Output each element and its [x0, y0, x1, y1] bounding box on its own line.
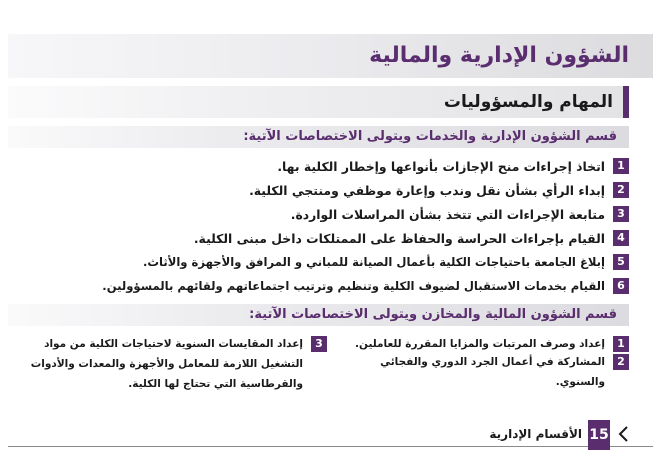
item-text-line: المشاركة في أعمال الجرد الدوري والفجائي: [380, 356, 605, 368]
item-number: 2: [613, 182, 629, 198]
footer-divider: [8, 446, 653, 447]
item-number: 2: [613, 354, 629, 370]
subheader-title: المهام والمسؤوليات: [443, 92, 613, 112]
list-item: [339, 334, 629, 354]
item-number: 4: [613, 230, 629, 246]
item-number: 1: [613, 336, 629, 352]
item-text: [380, 352, 605, 392]
list-item: [249, 180, 629, 200]
item-text: إبداء الرأي بشأن نقل وندب وإعارة موظفي ومنتجي الكلية.: [249, 182, 605, 198]
list-item: [143, 252, 629, 272]
item-text: القيام بخدمات الاستقبال لضيوف الكلية وتنظيم وترتيب اجتماعاتهم ولقائهم بالمسؤولين.: [102, 279, 605, 293]
item-number: 3: [311, 336, 327, 352]
list-item: [17, 334, 327, 394]
item-text: [31, 334, 303, 394]
page-title: الشؤون الإدارية والمالية: [369, 43, 629, 68]
item-text-line: إعداد وصرف المرتبات والمزايا المقررة للعاملين.: [355, 338, 605, 350]
item-text-line: والسنوي.: [555, 376, 605, 388]
list-item: [102, 276, 629, 296]
item-text-line: إعداد المقايسات السنوية لاحتياجات الكلية من مواد: [44, 338, 303, 350]
item-text: إبلاغ الجامعة باحتياجات الكلية بأعمال الصيانة للمباني و المرافق والأجهزة والأثاث.: [142, 255, 605, 269]
main-header: [8, 34, 653, 78]
item-number: 1: [613, 158, 629, 174]
item-text-line: والقرطاسية التي تحتاج لها الكلية.: [128, 378, 303, 390]
list-item: [194, 228, 629, 248]
subheader-accent-bar: [623, 86, 629, 118]
list-item: [339, 352, 629, 392]
section-title: قسم الشؤون الإدارية والخدمات ويتولى الاختصاصات الآتية:: [243, 129, 617, 144]
item-text: اتخاذ إجراءات منح الإجازات بأنواعها وإخطار الكلية بها.: [277, 158, 605, 174]
item-text: القيام بإجراءات الحراسة والحفاظ على الممتلكات داخل مبنى الكلية.: [193, 230, 605, 246]
item-number: 5: [613, 254, 629, 270]
chevron-left-icon[interactable]: [616, 424, 630, 444]
list-item: [277, 156, 629, 176]
item-number: 6: [613, 278, 629, 294]
item-text: متابعة الإجراءات التي تتخذ بشأن المراسلات الواردة.: [290, 206, 605, 222]
section-header-administrative: [8, 126, 629, 148]
footer-section-label: الأقسام الإدارية: [489, 427, 582, 441]
item-text: [355, 334, 605, 354]
list-item: [291, 204, 629, 224]
subheader: [8, 86, 629, 118]
item-number: 3: [613, 206, 629, 222]
section-header-financial: [8, 304, 629, 326]
section-title: قسم الشؤون المالية والمخازن ويتولى الاختصاصات الآتية:: [249, 307, 617, 322]
item-text-line: التشغيل اللازمة للمعامل والأجهزة والمعدات والأدوات: [30, 358, 303, 370]
page-number: 15: [588, 420, 610, 450]
